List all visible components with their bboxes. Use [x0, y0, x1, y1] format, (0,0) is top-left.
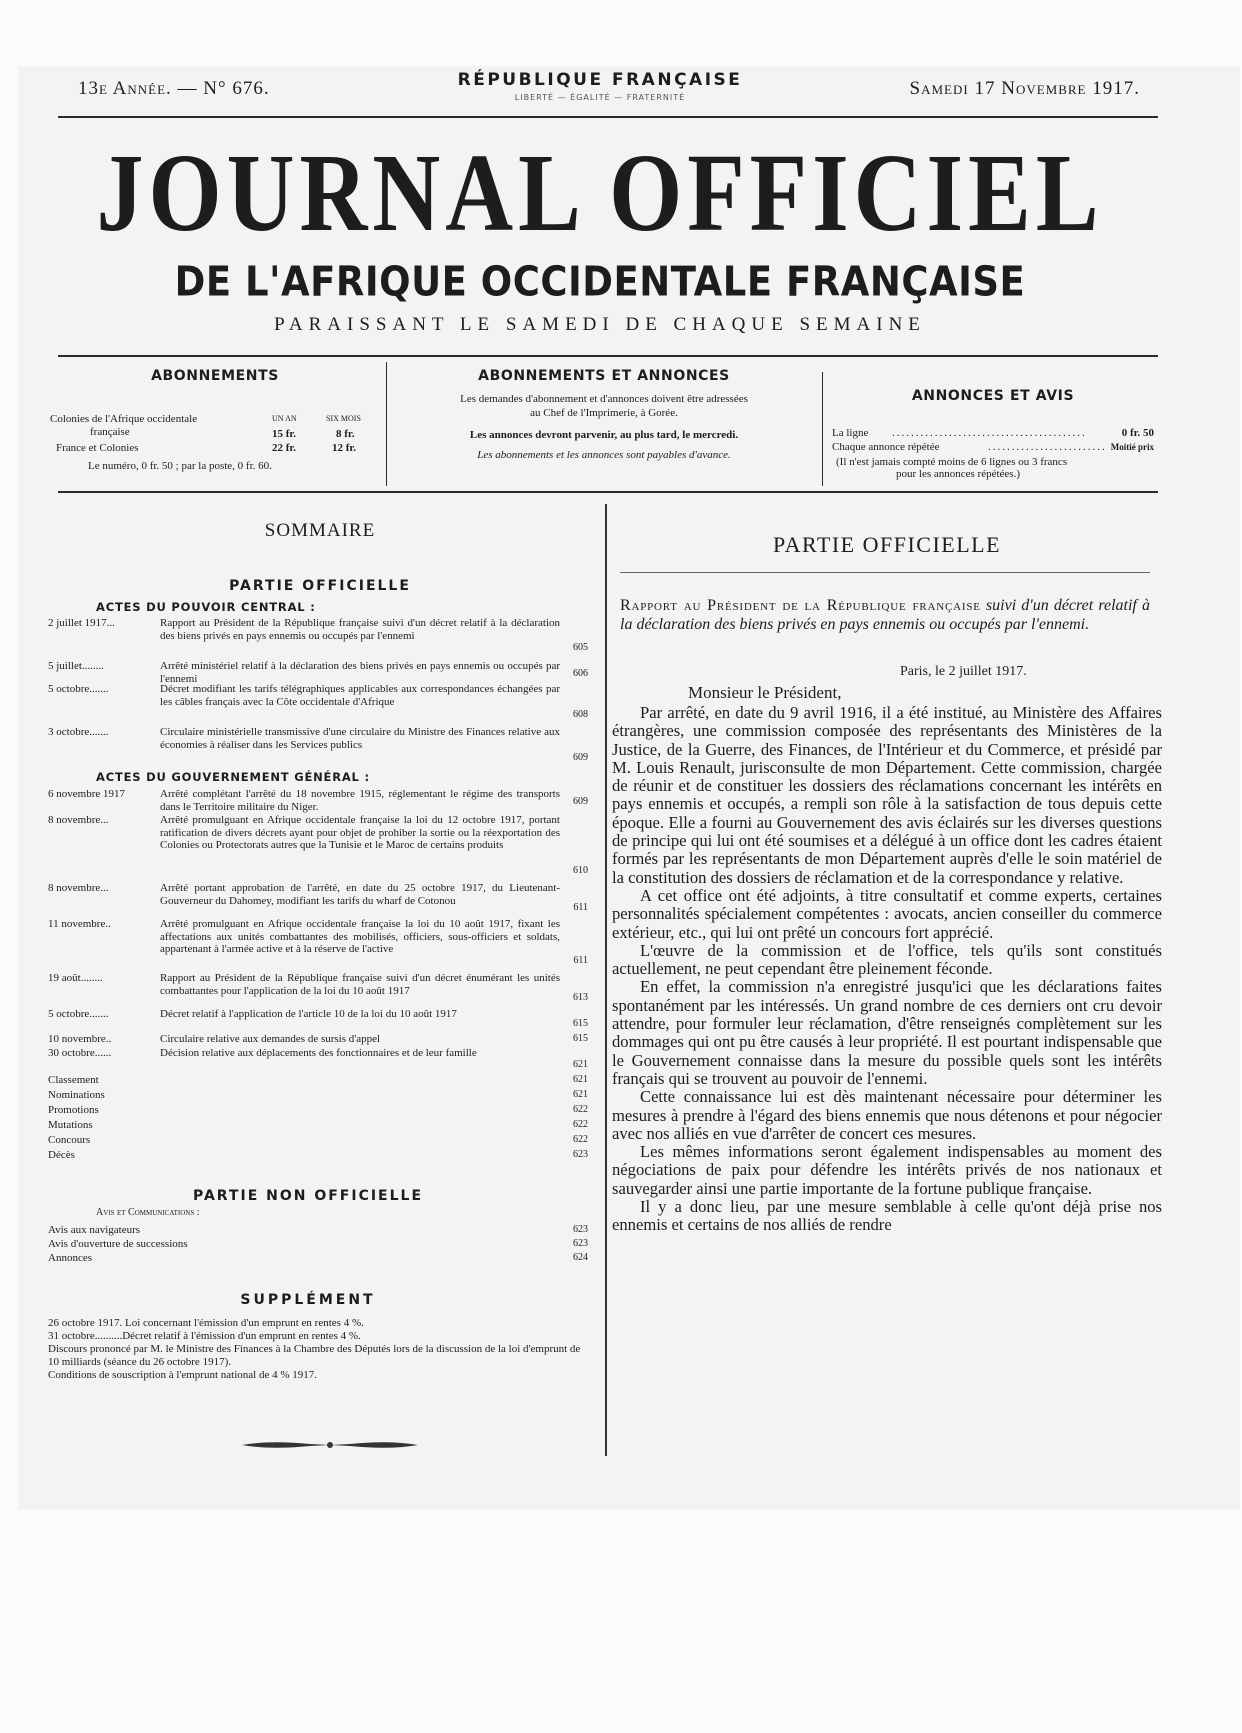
aa-line3: Les annonces devront parvenir, au plus tard, le mercredi.	[469, 429, 739, 441]
col-six-mois: SIX MOIS	[326, 414, 361, 423]
top-line	[60, 70, 1140, 110]
entry-label: Annonces	[48, 1252, 92, 1264]
rapport-paragraph: Cette connaissance lui est dès maintenant nécessaire pour déterminer les mesures à prendre à l'égard des biens ennemis que nous détenons et pour négocier avec nos alliés en vue d'arrêter de concert ces mesures.	[612, 1087, 1162, 1143]
aa-line1: Les demandes d'abonnement et d'annonces doivent être adressées	[460, 393, 748, 405]
entry-date: 5 octobre.......	[48, 1008, 109, 1020]
salutation: Monsieur le Président,	[688, 683, 842, 702]
repetee-label: Chaque annonce répétée	[832, 441, 940, 453]
row2-label: France et Colonies	[56, 442, 139, 454]
sommaire-entry	[48, 972, 588, 1004]
supplement-entry: Conditions de souscription à l'emprunt national de 4 % 1917.	[48, 1369, 318, 1381]
entry-page: 606	[573, 667, 588, 679]
entry-text: Arrêté portant approbation de l'arrêté, en date du 25 octobre 1917, du Lieutenant-Gouverneur du Dahomey, modifiant les tarifs du wharf de Cotonou	[160, 882, 560, 907]
ligne-price: 0 fr. 50	[1121, 427, 1154, 439]
numero-price: Le numéro, 0 fr. 50 ; par la poste, 0 fr. 60.	[88, 460, 272, 472]
rapport-paragraph: En effet, la commission n'a enregistré jusqu'ici que les déclarations faites spontanément par les intéressés. Un grand nombre de ces derniers ont cru devoir attendre, pour formuler leur réclamation, d'être renseignés complètement sur les dommages qui ont pu être causés à leur propriété. Il est pourtant indispensable que le Gouvernement connaisse dans la mesure du possible quels sont les intérêts français qui se trouvent au pouvoir de l'ennemi.	[612, 977, 1162, 1088]
devise: LIBERTÉ — ÉGALITÉ — FRATERNITÉ	[514, 93, 686, 102]
ligne-label: La ligne	[832, 427, 869, 439]
entry-date: 30 octobre......	[48, 1047, 112, 1059]
entry-date: 8 novembre...	[48, 814, 109, 826]
row2-six-mois: 12 fr.	[332, 442, 357, 454]
masthead-subtitle: DE L'AFRIQUE OCCIDENTALE FRANÇAISE	[174, 258, 1026, 306]
sommaire-entry	[48, 1033, 588, 1045]
rapport-paragraph: Il y a donc lieu, par une mesure semblable à celle qu'ont déjà prise nos ennemis et certains de nos alliés de rendre	[612, 1197, 1162, 1235]
entry-date: 3 octobre.......	[48, 726, 109, 738]
lieu-date: Paris, le 2 juillet 1917.	[900, 664, 1027, 679]
sommaire-title: SOMMAIRE	[264, 520, 376, 541]
entry-text: Décret modifiant les tarifs télégraphiques applicables aux correspondances échangées par les câbles français avec la Côte occidentale d'Afrique	[160, 683, 560, 708]
entry-label: Classement	[48, 1074, 99, 1086]
entry-date: 11 novembre..	[48, 918, 111, 930]
entry-label: Mutations	[48, 1119, 93, 1131]
entry-page: 611	[573, 901, 588, 913]
repetee-leader: .........................	[988, 441, 1107, 453]
repetee-price: Moitié prix	[1110, 442, 1154, 452]
rapport-heading-subject: suivi d'un décret relatif à la déclaration des biens privés en pays ennemis ou occupés par l'ennemi.	[620, 597, 1151, 633]
sommaire-partie-non-officielle: PARTIE NON OFFICIELLE	[192, 1188, 424, 1204]
entry-page: 622	[573, 1134, 588, 1145]
entry-text: Décision relative aux déplacements des fonctionnaires et de leur famille	[160, 1047, 477, 1059]
tagline: PARAISSANT LE SAMEDI DE CHAQUE SEMAINE	[274, 314, 926, 335]
aa-line2: au Chef de l'Imprimerie, à Gorée.	[530, 407, 678, 419]
entry-date: 10 novembre..	[48, 1033, 112, 1045]
entry-page: 609	[573, 795, 588, 807]
ligne-leader: .........................................	[892, 427, 1087, 439]
avis-comm-label: Avis et Communications :	[96, 1207, 200, 1218]
entry-page: 622	[573, 1119, 588, 1130]
annonces-avis-box	[832, 388, 1154, 504]
rapport-heading-title: Rapport au Président de la République française	[620, 597, 981, 614]
partie-officielle-title: PARTIE OFFICIELLE	[772, 532, 1002, 557]
entry-label: Concours	[48, 1134, 91, 1146]
rapport-paragraph: A cet office ont été adjoints, à titre consultatif et comme experts, certaines personnalités spécialement compétentes : avocats, ancien conseiller du commerce extérieur, etc., qui lui ont prêté un concours fort apprécié.	[612, 885, 1162, 942]
entry-date: 19 août........	[48, 972, 103, 984]
entry-label: Avis d'ouverture de successions	[48, 1238, 188, 1250]
supplement-title: SUPPLÉMENT	[240, 1292, 376, 1308]
abonnements-annonces-box	[392, 368, 816, 484]
masthead-title: JOURNAL OFFICIEL	[96, 132, 1104, 255]
entry-page: 623	[573, 1238, 588, 1249]
entry-date: 2 juillet 1917...	[48, 617, 115, 629]
rapport-body	[612, 704, 1162, 1235]
entry-page: 611	[573, 954, 588, 966]
entry-page: 623	[573, 1149, 588, 1160]
ornament-divider	[240, 1438, 420, 1452]
entry-text: Circulaire relative aux demandes de sursis d'appel	[160, 1033, 381, 1045]
header-rule-top	[58, 355, 1158, 357]
entry-page: 615	[573, 1032, 588, 1044]
sommaire-entry	[48, 1047, 588, 1071]
row1-six-mois: 8 fr.	[336, 428, 355, 440]
entry-text: Arrêté promulguant en Afrique occidentale française la loi du 10 août 1917, fixant les affectations aux unités combattantes des mobilisés, officiers, sous-officiers et soldats, appartenant à l'armée active et à la réserve de l'active	[160, 918, 560, 955]
rapport-paragraph: Les mêmes informations seront également indispensables au moment des négociations de paix pour défendre les intérêts privés de nos nationaux et sauvegarder ainsi une partie importante de la fortune publique française.	[612, 1142, 1162, 1198]
entry-page: 624	[573, 1252, 588, 1263]
entry-page: 621	[573, 1074, 588, 1085]
entry-page: 609	[573, 751, 588, 763]
supplement-entry: Discours prononcé par M. le Ministre des Finances à la Chambre des Députés lors de la discussion de la loi d'emprunt de 10 milliards (séance du 26 octobre 1917).	[48, 1343, 581, 1368]
entry-text: Rapport au Président de la République française suivi d'un décret énumérant les unités combattantes pour l'application de la loi du 10 août 1917	[160, 972, 560, 997]
entry-page: 615	[573, 1017, 588, 1029]
actes-central-title: ACTES DU POUVOIR CENTRAL :	[96, 600, 316, 614]
sommaire-entry	[48, 788, 588, 813]
entry-label: Décès	[48, 1149, 75, 1161]
supplement-entry: 26 octobre 1917. Loi concernant l'émission d'un emprunt en rentes 4 %.	[48, 1317, 364, 1329]
sommaire-entry	[48, 683, 588, 721]
col-un-an: UN AN	[272, 414, 297, 423]
abonnements-box	[50, 368, 380, 484]
entry-page: 621	[573, 1089, 588, 1100]
entry-text: Arrêté ministériel relatif à la déclaration des biens privés en pays ennemis ou occupés par l'ennemi	[160, 660, 560, 685]
aa-line4: Les abonnements et les annonces sont payables d'avance.	[477, 449, 731, 461]
annonces-avis-title: ANNONCES ET AVIS	[911, 388, 1075, 404]
row1-label: Colonies de l'Afrique occidentale	[50, 413, 198, 425]
abonnements-title: ABONNEMENTS	[151, 368, 279, 384]
sommaire-entry	[48, 882, 588, 914]
annonces-note1: (Il n'est jamais compté moins de 6 lignes ou 3 francs	[836, 456, 1068, 468]
annonces-note2: pour les annonces répétées.)	[896, 468, 1021, 480]
box-divider-2	[822, 372, 823, 486]
entry-date: 6 novembre 1917	[48, 788, 125, 800]
entry-text: Circulaire ministérielle transmissive d'une circulaire du Ministre des Finances relative aux économies à réaliser dans les Services publics	[160, 726, 560, 751]
column-divider	[605, 504, 607, 1456]
rapport-paragraph: L'œuvre de la commission et de l'office, tels qu'ils sont constitués actuellement, ne peut cependant être pleinement féconde.	[612, 940, 1162, 979]
entry-page: 622	[573, 1104, 588, 1115]
sommaire-entry	[48, 918, 588, 967]
sommaire-entry	[48, 617, 588, 654]
entry-page: 610	[573, 864, 588, 876]
partie-officielle-rule	[620, 572, 1150, 573]
entry-label: Avis aux navigateurs	[48, 1224, 141, 1236]
row1-un-an: 15 fr.	[272, 428, 297, 440]
sommaire-entry	[48, 726, 588, 764]
top-rule	[58, 116, 1158, 118]
sommaire-entry	[48, 660, 588, 685]
rapport-heading	[620, 596, 1150, 634]
entry-page: 613	[573, 991, 588, 1003]
entry-page: 608	[573, 708, 588, 720]
abonnements-annonces-title: ABONNEMENTS ET ANNONCES	[478, 368, 730, 384]
row2-un-an: 22 fr.	[272, 442, 297, 454]
row1-label2: française	[90, 426, 130, 438]
republique-heading: RÉPUBLIQUE FRANÇAISE	[457, 70, 743, 90]
entry-page: 605	[573, 641, 588, 653]
entry-date: 5 octobre.......	[48, 683, 109, 695]
issue-number: 13e Année. — N° 676.	[78, 78, 270, 99]
entry-label: Promotions	[48, 1104, 99, 1116]
sommaire-entry	[48, 814, 588, 877]
entry-page: 623	[573, 1224, 588, 1235]
entry-text: Arrêté complétant l'arrêté du 18 novembre 1915, réglementant le régime des transports dans le Territoire militaire du Niger.	[160, 788, 560, 813]
entry-date: 5 juillet........	[48, 660, 104, 672]
entry-text: Décret relatif à l'application de l'article 10 de la loi du 10 août 1917	[160, 1008, 457, 1020]
box-divider-1	[386, 362, 387, 486]
entry-label: Nominations	[48, 1089, 105, 1101]
actes-general-title: ACTES DU GOUVERNEMENT GÉNÉRAL :	[96, 770, 370, 784]
entry-page: 621	[573, 1058, 588, 1070]
supplement-entry: 31 octobre..........Décret relatif à l'émission d'un emprunt en rentes 4 %.	[48, 1330, 361, 1342]
sommaire-partie-officielle: PARTIE OFFICIELLE	[229, 578, 411, 594]
sommaire-entry	[48, 1008, 588, 1030]
entry-text: Arrêté promulguant en Afrique occidentale française la loi du 12 octobre 1917, portant ratification de divers décrets ayant pour objet de prohiber la sortie ou la réexportation des Colonies ou Protectorats autres que la Tunisie et le Maroc de certains produits	[160, 814, 560, 851]
entry-date: 8 novembre...	[48, 882, 109, 894]
issue-date: Samedi 17 Novembre 1917.	[909, 78, 1140, 99]
rapport-paragraph: Par arrêté, en date du 9 avril 1916, il a été institué, au Ministère des Affaires étrangères, une commission composée des représentants des Ministères de la Justice, de la Guerre, des Finances, de l'Intérieur et du Commerce, et présidé par M. Louis Renault, jurisconsulte de mon Département. Cette commission, chargée de réunir et de constituer les dossiers des réclamations concernant les intérêts en pays ennemis et occupés, a rempli son rôle à la satisfaction de tous depuis cette époque. Elle a fourni au Gouvernement des avis éclairés sur les diverses questions de principe qui lui ont été soumises et a délégué à un office dont les cadres étaient formés par les représentants de mon Département auprès d'elle le soin matériel de la constitution des dossiers de réclamation et de la correspondance y relative.	[612, 703, 1162, 887]
entry-text: Rapport au Président de la République française suivi d'un décret relatif à la déclaration des biens privés en pays ennemis ou occupés par l'ennemi	[160, 617, 560, 642]
